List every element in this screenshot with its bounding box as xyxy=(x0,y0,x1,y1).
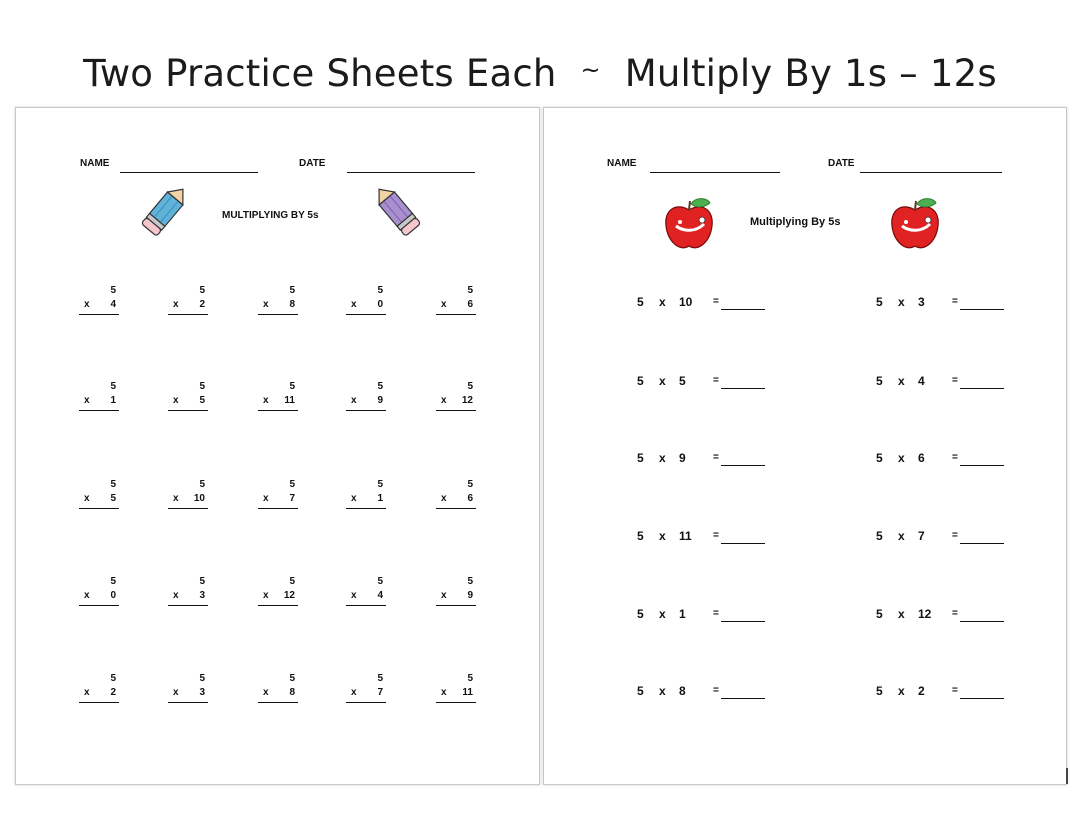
answer-blank[interactable] xyxy=(721,698,765,699)
vertical-problem xyxy=(436,285,476,319)
problem-multiplicand: 5 xyxy=(289,381,295,392)
problem-multiplier: 5 xyxy=(110,493,116,504)
answer-line xyxy=(258,314,298,315)
answer-line xyxy=(79,410,119,411)
problem-multiplicand: 5 xyxy=(110,381,116,392)
problem-multiplier: 1 xyxy=(377,493,383,504)
vertical-problem xyxy=(436,479,476,513)
vertical-problem xyxy=(258,576,298,610)
problem-equals: = xyxy=(952,685,958,696)
problem-operator: x xyxy=(351,395,357,406)
problem-multiplier: 2 xyxy=(199,299,205,310)
problem-multiplicand: 5 xyxy=(110,576,116,587)
problem-multiplicand: 5 xyxy=(199,479,205,490)
problem-operator: x xyxy=(441,687,447,698)
problem-multiplicand: 5 xyxy=(199,576,205,587)
pencil-blue-icon xyxy=(138,188,188,238)
problem-operator: x xyxy=(84,687,90,698)
horizontal-problem xyxy=(637,529,777,549)
headline-right: Multiply By 1s – 12s xyxy=(624,52,997,95)
horizontal-problem xyxy=(637,607,777,627)
problem-multiplier: 8 xyxy=(289,299,295,310)
problem-operator: x xyxy=(898,684,905,698)
answer-line xyxy=(346,605,386,606)
problem-multiplier: 6 xyxy=(467,493,473,504)
horizontal-problem xyxy=(876,451,1016,471)
answer-line xyxy=(346,508,386,509)
answer-line xyxy=(79,314,119,315)
problem-operator: x xyxy=(659,374,666,388)
problem-equals: = xyxy=(713,375,719,386)
horizontal-problem xyxy=(637,684,777,704)
problem-equals: = xyxy=(713,296,719,307)
problem-multiplicand: 5 xyxy=(377,576,383,587)
problem-multiplier: 3 xyxy=(918,295,925,309)
problem-multiplicand: 5 xyxy=(199,381,205,392)
problem-multiplier: 3 xyxy=(199,687,205,698)
problem-multiplicand: 5 xyxy=(876,295,883,309)
horizontal-problem xyxy=(876,295,1016,315)
problem-multiplicand: 5 xyxy=(467,479,473,490)
vertical-problem xyxy=(258,285,298,319)
headline-tilde: ~ xyxy=(580,56,601,84)
vertical-problem xyxy=(168,673,208,707)
horizontal-problem xyxy=(637,451,777,471)
problem-multiplier: 5 xyxy=(199,395,205,406)
problem-operator: x xyxy=(659,529,666,543)
problem-multiplier: 8 xyxy=(679,684,686,698)
page-headline xyxy=(0,52,1080,95)
problem-multiplier: 9 xyxy=(679,451,686,465)
problem-multiplier: 1 xyxy=(679,607,686,621)
vertical-problem xyxy=(79,576,119,610)
answer-line xyxy=(168,410,208,411)
worksheet-subtitle: MULTIPLYING BY 5s xyxy=(222,210,319,221)
problem-multiplicand: 5 xyxy=(289,479,295,490)
horizontal-problem xyxy=(876,607,1016,627)
answer-blank[interactable] xyxy=(721,388,765,389)
vertical-problem xyxy=(346,673,386,707)
problem-multiplier: 10 xyxy=(193,493,205,504)
answer-blank[interactable] xyxy=(721,465,765,466)
problem-multiplicand: 5 xyxy=(876,529,883,543)
problem-multiplier: 11 xyxy=(284,395,295,406)
problem-multiplicand: 5 xyxy=(637,529,644,543)
problem-multiplicand: 5 xyxy=(637,607,644,621)
problem-multiplicand: 5 xyxy=(467,285,473,296)
problem-equals: = xyxy=(952,530,958,541)
vertical-problem xyxy=(436,576,476,610)
answer-blank[interactable] xyxy=(960,388,1004,389)
apple-icon xyxy=(888,196,942,252)
problem-multiplier: 12 xyxy=(283,590,295,601)
problem-multiplier: 2 xyxy=(110,687,116,698)
problem-multiplier: 7 xyxy=(377,687,383,698)
problem-multiplier: 7 xyxy=(918,529,925,543)
answer-blank[interactable] xyxy=(960,309,1004,310)
problem-multiplicand: 5 xyxy=(876,451,883,465)
problem-equals: = xyxy=(952,375,958,386)
problem-operator: x xyxy=(351,493,357,504)
problem-operator: x xyxy=(659,607,666,621)
date-label: DATE xyxy=(299,158,326,169)
problem-equals: = xyxy=(952,296,958,307)
horizontal-problem xyxy=(876,374,1016,394)
problem-operator: x xyxy=(659,451,666,465)
problem-operator: x xyxy=(173,687,179,698)
vertical-problem xyxy=(436,673,476,707)
vertical-problem xyxy=(346,381,386,415)
problem-multiplicand: 5 xyxy=(110,285,116,296)
vertical-problem xyxy=(79,673,119,707)
right-worksheet xyxy=(543,107,1067,785)
problem-operator: x xyxy=(441,395,447,406)
vertical-problem xyxy=(258,479,298,513)
answer-blank[interactable] xyxy=(960,698,1004,699)
problem-multiplicand: 5 xyxy=(637,684,644,698)
vertical-problem xyxy=(258,673,298,707)
name-line xyxy=(120,172,258,173)
answer-line xyxy=(436,702,476,703)
problem-multiplicand: 5 xyxy=(199,673,205,684)
vertical-problem xyxy=(79,479,119,513)
answer-line xyxy=(168,605,208,606)
problem-equals: = xyxy=(952,608,958,619)
worksheet-subtitle: Multiplying By 5s xyxy=(750,216,841,228)
page-corner-mark xyxy=(1066,768,1068,784)
answer-line xyxy=(258,508,298,509)
problem-multiplicand: 5 xyxy=(289,576,295,587)
problem-operator: x xyxy=(84,395,90,406)
answer-blank[interactable] xyxy=(960,543,1004,544)
answer-blank[interactable] xyxy=(960,621,1004,622)
answer-line xyxy=(258,410,298,411)
answer-line xyxy=(79,605,119,606)
problem-operator: x xyxy=(173,395,179,406)
answer-line xyxy=(79,508,119,509)
horizontal-problem xyxy=(637,374,777,394)
answer-blank[interactable] xyxy=(960,465,1004,466)
answer-line xyxy=(346,702,386,703)
problem-multiplier: 7 xyxy=(289,493,295,504)
problem-multiplier: 2 xyxy=(918,684,925,698)
problem-multiplier: 12 xyxy=(918,607,932,621)
problem-multiplier: 4 xyxy=(110,299,116,310)
problem-multiplicand: 5 xyxy=(289,285,295,296)
problem-operator: x xyxy=(898,529,905,543)
problem-multiplicand: 5 xyxy=(289,673,295,684)
problem-equals: = xyxy=(713,452,719,463)
headline-left: Two Practice Sheets Each xyxy=(83,52,557,95)
horizontal-problem xyxy=(876,684,1016,704)
vertical-problem xyxy=(346,479,386,513)
problem-operator: x xyxy=(263,493,269,504)
problem-multiplicand: 5 xyxy=(467,381,473,392)
problem-operator: x xyxy=(263,395,269,406)
problem-multiplicand: 5 xyxy=(876,684,883,698)
vertical-problem xyxy=(436,381,476,415)
problem-multiplier: 0 xyxy=(110,590,116,601)
answer-line xyxy=(346,410,386,411)
problem-operator: x xyxy=(351,687,357,698)
answer-line xyxy=(436,605,476,606)
problem-multiplier: 11 xyxy=(679,529,692,543)
problem-operator: x xyxy=(173,299,179,310)
answer-line xyxy=(436,410,476,411)
problem-multiplicand: 5 xyxy=(377,479,383,490)
problem-operator: x xyxy=(84,493,90,504)
left-worksheet xyxy=(15,107,540,785)
answer-blank[interactable] xyxy=(721,543,765,544)
problem-multiplier: 0 xyxy=(377,299,383,310)
problem-multiplier: 5 xyxy=(679,374,686,388)
vertical-problem xyxy=(168,381,208,415)
problem-multiplicand: 5 xyxy=(377,285,383,296)
problem-equals: = xyxy=(713,685,719,696)
problem-operator: x xyxy=(84,590,90,601)
vertical-problem xyxy=(168,285,208,319)
answer-line xyxy=(168,702,208,703)
vertical-problem xyxy=(258,381,298,415)
problem-multiplicand: 5 xyxy=(876,607,883,621)
problem-multiplicand: 5 xyxy=(110,673,116,684)
apple-icon xyxy=(662,196,716,252)
problem-multiplier: 3 xyxy=(199,590,205,601)
date-label: DATE xyxy=(828,158,855,169)
date-line xyxy=(347,172,475,173)
problem-multiplicand: 5 xyxy=(377,673,383,684)
problem-operator: x xyxy=(84,299,90,310)
vertical-problem xyxy=(168,479,208,513)
problem-operator: x xyxy=(351,299,357,310)
horizontal-problem xyxy=(876,529,1016,549)
answer-blank[interactable] xyxy=(721,621,765,622)
answer-line xyxy=(436,314,476,315)
problem-equals: = xyxy=(952,452,958,463)
problem-multiplier: 6 xyxy=(467,299,473,310)
problem-multiplier: 8 xyxy=(289,687,295,698)
problem-multiplier: 1 xyxy=(110,395,116,406)
answer-line xyxy=(258,605,298,606)
problem-multiplier: 6 xyxy=(918,451,925,465)
problem-operator: x xyxy=(173,590,179,601)
problem-multiplicand: 5 xyxy=(377,381,383,392)
problem-multiplicand: 5 xyxy=(467,673,473,684)
problem-multiplier: 9 xyxy=(467,590,473,601)
vertical-problem xyxy=(79,381,119,415)
problem-multiplier: 12 xyxy=(461,395,473,406)
problem-operator: x xyxy=(263,687,269,698)
problem-equals: = xyxy=(713,608,719,619)
problem-multiplicand: 5 xyxy=(637,295,644,309)
name-line xyxy=(650,172,780,173)
vertical-problem xyxy=(79,285,119,319)
problem-operator: x xyxy=(898,607,905,621)
problem-multiplicand: 5 xyxy=(199,285,205,296)
answer-line xyxy=(168,508,208,509)
problem-multiplier: 9 xyxy=(377,395,383,406)
problem-multiplier: 4 xyxy=(377,590,383,601)
answer-line xyxy=(436,508,476,509)
problem-operator: x xyxy=(441,493,447,504)
name-label: NAME xyxy=(607,158,637,169)
problem-operator: x xyxy=(898,295,905,309)
pencil-purple-icon xyxy=(374,188,424,238)
problem-operator: x xyxy=(441,590,447,601)
answer-line xyxy=(258,702,298,703)
vertical-problem xyxy=(346,285,386,319)
problem-operator: x xyxy=(898,451,905,465)
problem-operator: x xyxy=(898,374,905,388)
problem-multiplicand: 5 xyxy=(637,451,644,465)
date-line xyxy=(860,172,1002,173)
problem-multiplier: 4 xyxy=(918,374,925,388)
problem-multiplicand: 5 xyxy=(467,576,473,587)
problem-multiplicand: 5 xyxy=(876,374,883,388)
answer-line xyxy=(79,702,119,703)
answer-line xyxy=(168,314,208,315)
problem-operator: x xyxy=(263,590,269,601)
problem-operator: x xyxy=(173,493,179,504)
problem-operator: x xyxy=(659,684,666,698)
problem-multiplicand: 5 xyxy=(110,479,116,490)
answer-blank[interactable] xyxy=(721,309,765,310)
horizontal-problem xyxy=(637,295,777,315)
problem-operator: x xyxy=(263,299,269,310)
answer-line xyxy=(346,314,386,315)
problem-operator: x xyxy=(351,590,357,601)
problem-equals: = xyxy=(713,530,719,541)
vertical-problem xyxy=(168,576,208,610)
problem-multiplicand: 5 xyxy=(637,374,644,388)
vertical-problem xyxy=(346,576,386,610)
problem-operator: x xyxy=(659,295,666,309)
problem-operator: x xyxy=(441,299,447,310)
problem-multiplier: 11 xyxy=(462,687,473,698)
problem-multiplier: 10 xyxy=(679,295,693,309)
name-label: NAME xyxy=(80,158,110,169)
